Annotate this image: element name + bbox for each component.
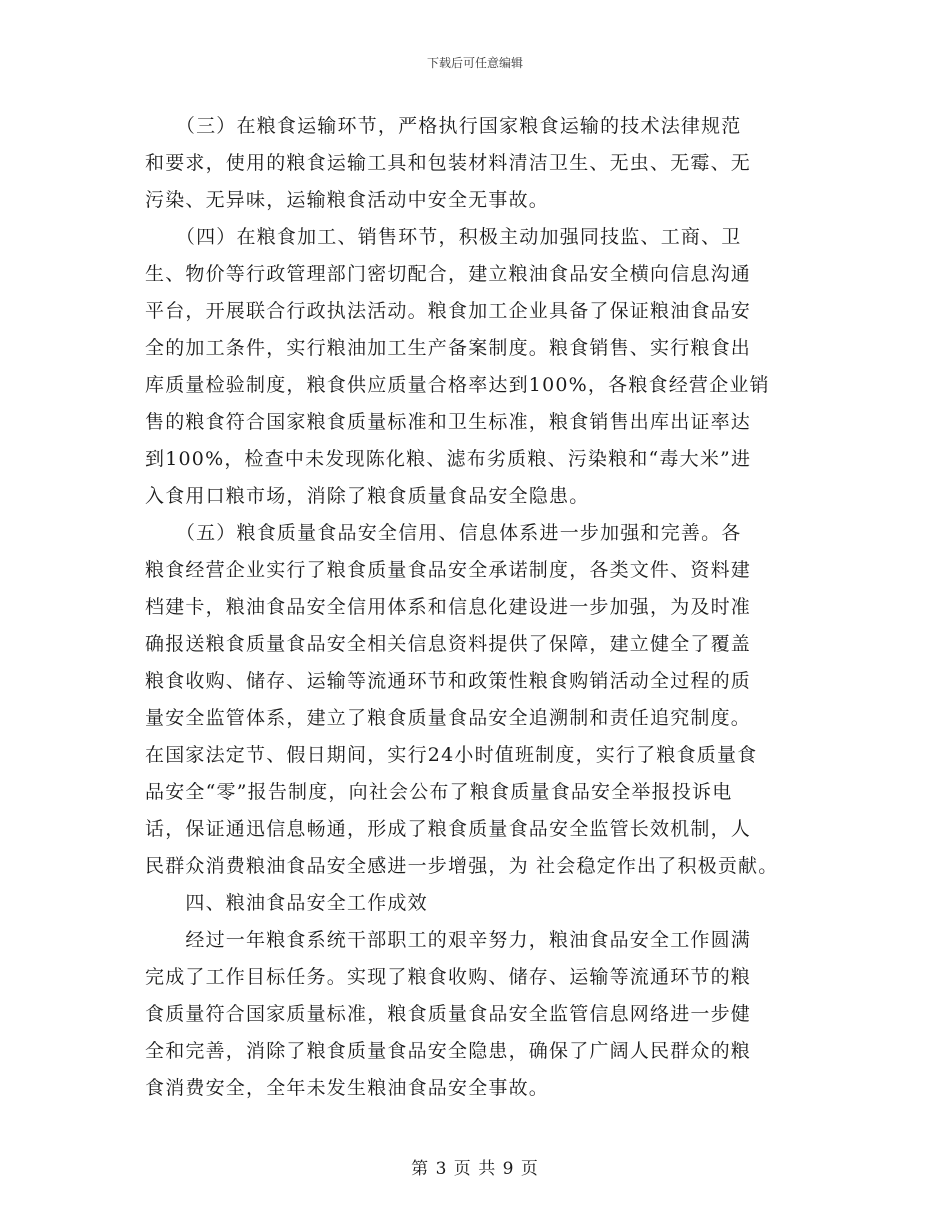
text-line: 粮食经营企业实行了粮食质量食品安全承诺制度，各类文件、资料建 — [145, 559, 752, 581]
text-line: 售的粮食符合国家粮食质量标准和卫生标准，粮食销售出库出证率达 — [145, 411, 752, 433]
text-line: 食质量符合国家质量标准，粮食质量食品安全监管信息网络进一步健 — [145, 1003, 752, 1025]
document-body — [145, 108, 825, 1107]
text-line: 确报送粮食质量食品安全相关信息资料提供了保障，建立健全了覆盖 — [145, 633, 752, 655]
text-line: 在国家法定节、假日期间，实行24小时值班制度，实行了粮食质量食 — [145, 744, 758, 766]
text-line: 入食用口粮市场，消除了粮食质量食品安全隐患。 — [145, 485, 590, 507]
text-line: 库质量检验制度，粮食供应质量合格率达到100%，各粮食经营企业销 — [145, 374, 770, 396]
text-line: 平台，开展联合行政执法活动。粮食加工企业具备了保证粮油食品安 — [145, 300, 752, 322]
text-line: 完成了工作目标任务。实现了粮食收购、储存、运输等流通环节的粮 — [145, 966, 752, 988]
page-header: 下载后可任意编辑 — [426, 56, 523, 70]
text-line: （四）在粮食加工、销售环节，积极主动加强同技监、工商、卫 — [145, 226, 742, 248]
text-line: 污染、无异味，运输粮食活动中安全无事故。 — [145, 189, 550, 211]
text-line: 食消费安全，全年未发生粮油食品安全事故。 — [145, 1077, 550, 1099]
text-line: 全的加工条件，实行粮油加工生产备案制度。粮食销售、实行粮食出 — [145, 337, 752, 359]
text-line: 民群众消费粮油食品安全感进一步增强，为 社会稳定作出了积极贡献。 — [145, 855, 779, 877]
text-line: 档建卡，粮油食品安全信用体系和信息化建设进一步加强，为及时准 — [145, 596, 752, 618]
text-line: （五）粮食质量食品安全信用、信息体系进一步加强和完善。各 — [145, 522, 742, 544]
text-line: 量安全监管体系，建立了粮食质量食品安全追溯制和责任追究制度。 — [145, 707, 752, 729]
text-line: 经过一年粮食系统干部职工的艰辛努力，粮油食品安全工作圆满 — [145, 929, 752, 951]
page-footer: 第 3 页 共 9 页 — [411, 1159, 539, 1179]
text-line: 和要求，使用的粮食运输工具和包装材料清洁卫生、无虫、无霉、无 — [145, 152, 752, 174]
text-line: 全和完善，消除了粮食质量食品安全隐患，确保了广阔人民群众的粮 — [145, 1040, 752, 1062]
section-heading: 四、粮油食品安全工作成效 — [145, 892, 428, 914]
text-line: 品安全“零”报告制度，向社会公布了粮食质量食品安全举报投诉电 — [145, 781, 733, 803]
text-line: 生、物价等行政管理部门密切配合，建立粮油食品安全横向信息沟通 — [145, 263, 752, 285]
text-line: 粮食收购、储存、运输等流通环节和政策性粮食购销活动全过程的质 — [145, 670, 752, 692]
text-line: 到100%，检查中未发现陈化粮、滤布劣质粮、污染粮和“毒大米”进 — [145, 448, 752, 470]
text-line: （三）在粮食运输环节，严格执行国家粮食运输的技术法律规范 — [145, 115, 742, 137]
text-line: 话，保证通迅信息畅通，形成了粮食质量食品安全监管长效机制，人 — [145, 818, 752, 840]
